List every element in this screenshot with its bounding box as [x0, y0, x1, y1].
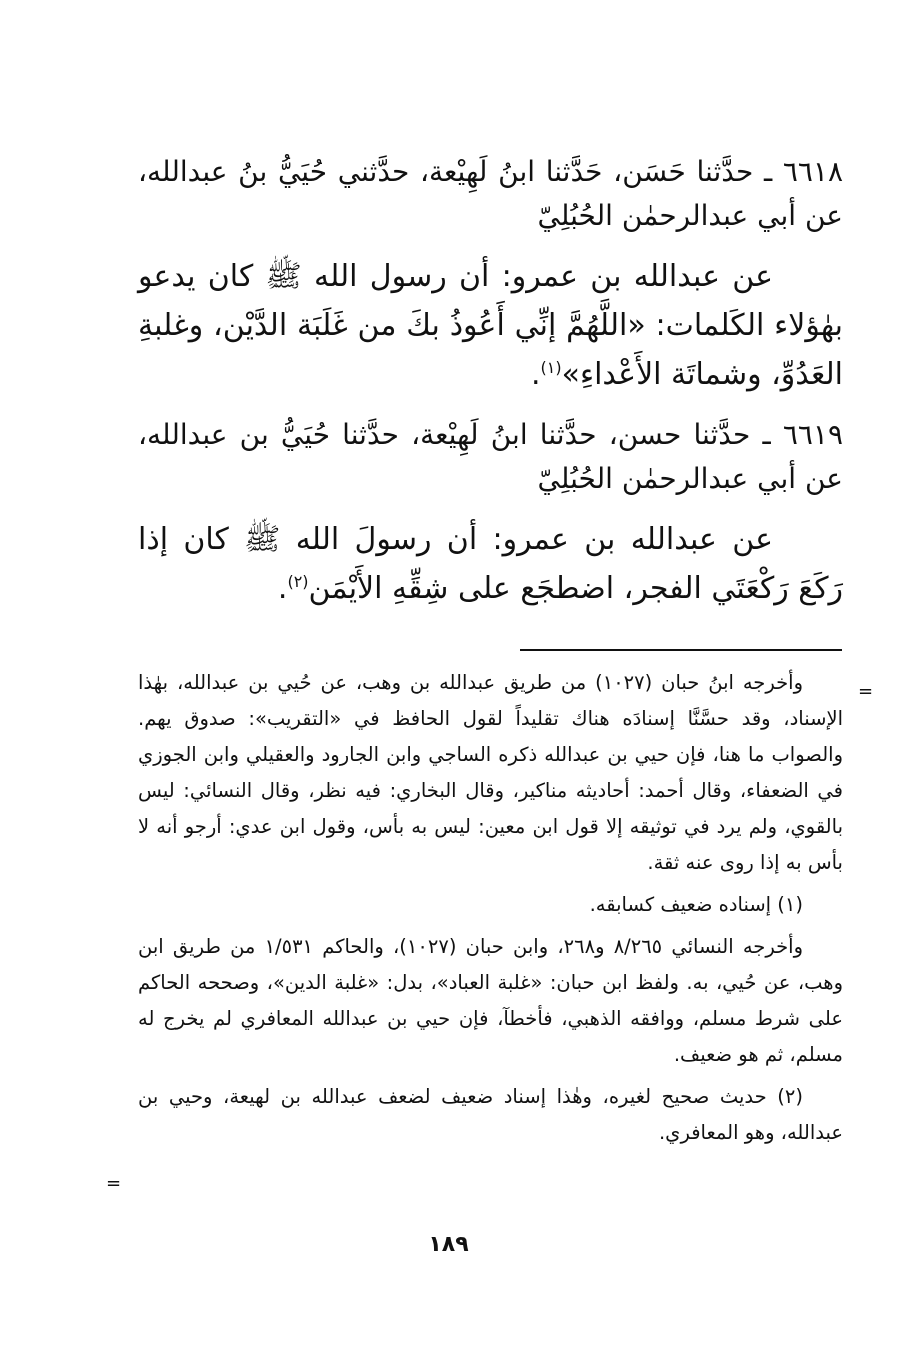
hadith-6618-end: . — [530, 357, 541, 392]
footnote-ref-2: (٢) — [287, 572, 309, 591]
footnote-1-head: (١) إسناده ضعيف كسابقه. — [589, 893, 803, 916]
hadith-6619-end: . — [277, 571, 288, 606]
footnote-1-body: وأخرجه النسائي ٨/٢٦٥ و٢٦٨، وابن حبان (١٠٢٧)، والحاكم ١/٥٣١ من طريق ابن وهب، عن حُيي، به. ولفظ ابن حبان: «غلبة العباد»، بدل: «غلبة الدين»، وصححه الحاكم على شرط مسلم، ووافقه الذهبي، فأخطآ، فإن حيي بن عبدالله المعافري لم يخرج له مسلم، ثم هو ضعيف. — [138, 935, 843, 1066]
main-text — [138, 150, 843, 627]
page-number: ١٨٩ — [428, 1232, 469, 1257]
hadith-6619-matn-text: عن عبدالله بن عمرو: أن رسولَ الله ﷺ كان إذا رَكَعَ رَكْعَتَي الفجر، اضطجَع على شِقِّهِ الأَيْمَن — [138, 522, 843, 606]
hadith-6619-isnad: ٦٦١٩ ـ حدَّثنا حسن، حدَّثنا ابنُ لَهِيْعة، حدَّثنا حُيَيُّ بن عبدالله، عن أبي عبدالرحمٰن الحُبُلِيّ — [138, 418, 843, 495]
hadith-6619-matn — [138, 515, 843, 613]
hadith-6618-matn-text: عن عبدالله بن عمرو: أن رسول الله ﷺ كان يدعو بهٰؤلاء الكَلمات: «اللَّهُمَّ إنِّي أَعُوذُ بكَ من غَلَبَة الدَّيْن، وغلبةِ العَدُوِّ، وشماتَة الأَعْداءِ» — [138, 259, 843, 392]
footnotes — [138, 665, 843, 1157]
hadith-6618-matn — [138, 252, 843, 399]
hadith-6618-isnad: ٦٦١٨ ـ حدَّثنا حَسَن، حَدَّثنا ابنُ لَهِيْعة، حدَّثني حُيَيُّ بنُ عبدالله، عن أبي عبدالرحمٰن الحُبُلِيّ — [138, 155, 843, 232]
footnote-ref-1: (١) — [540, 358, 562, 377]
footnote-2: (٢) حديث صحيح لغيره، وهٰذا إسناد ضعيف لضعف عبدالله بن لهيعة، وحيي بن عبدالله، وهو المعافري. — [138, 1085, 843, 1144]
footnote-separator — [520, 649, 842, 651]
footnote-continuation: وأخرجه ابنُ حبان (١٠٢٧) من طريق عبدالله بن وهب، عن حُيي بن عبدالله، بهٰذا الإسناد، وقد حسَّنَّا إسنادَه هناك تقليداً لقول الحافظ في «التقريب»: صدوق يهم. والصواب ما هنا، فإن حيي بن عبدالله ذكره الساجي وابن الجارود والعقيلي وابن الجوزي في الضعفاء، وقال أحمد: أحاديثه مناكير، وقال البخاري: فيه نظر، وقال النسائي: ليس بالقوي، ولم يرد في توثيقه إلا قول ابن معين: ليس به بأس، وقول ابن عدي: أرجو أنه لا بأس به إذا روى عنه ثقة. — [138, 671, 843, 874]
continuation-mark: = — [858, 681, 874, 702]
continues-next-page-mark: = — [106, 1173, 122, 1194]
